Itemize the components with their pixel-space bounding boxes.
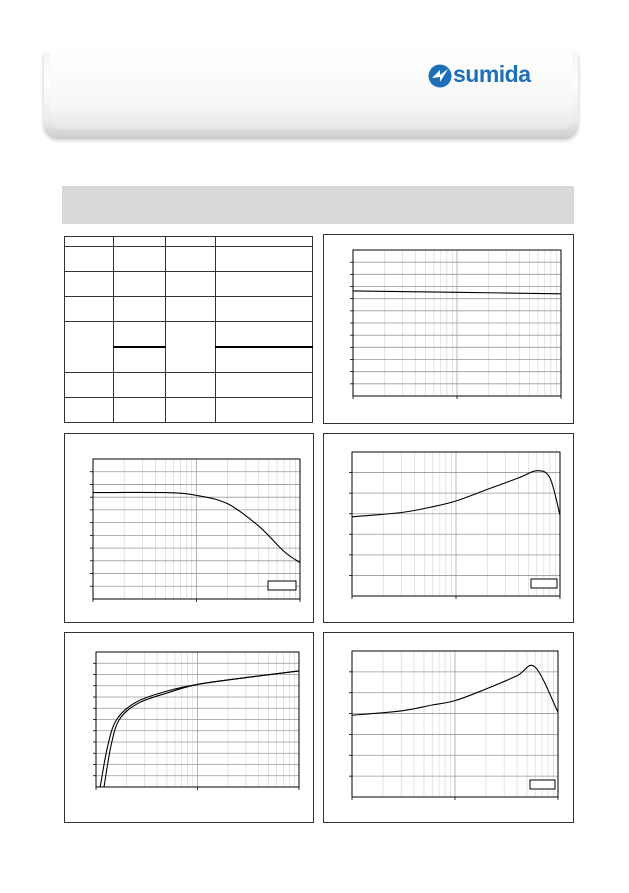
chart-3-legend — [531, 579, 557, 588]
sumida-logo-text: sumida — [453, 61, 531, 87]
chart-4-series-line — [104, 671, 299, 787]
chart-2-legend — [268, 581, 296, 590]
chart-5-legend — [530, 780, 555, 789]
chart-4-series-line — [100, 671, 299, 787]
